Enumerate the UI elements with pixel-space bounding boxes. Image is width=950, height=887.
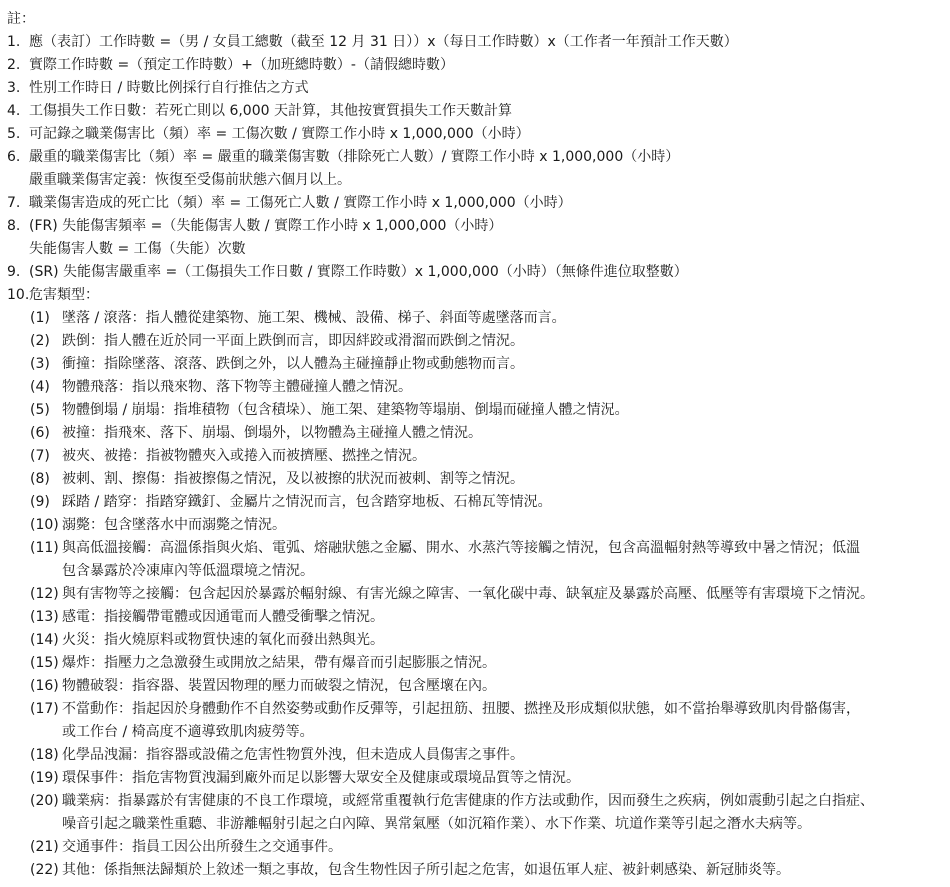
hazard-number: (13) (30, 609, 59, 625)
note-text: 性別工作時日 / 時數比例採行自行推估之方式 (29, 80, 309, 96)
hazard-text: 火災：指火燒原料或物質快速的氧化而發出熱與光。 (62, 632, 384, 648)
note-number: 7. (7, 195, 21, 211)
hazard-text: 爆炸：指壓力之急激發生或開放之結果，帶有爆音而引起膨脹之情況。 (62, 655, 496, 671)
note-text: 危害類型： (29, 287, 99, 303)
hazard-text: 環保事件：指危害物質洩漏到廠外而足以影響大眾安全及健康或環境品質等之情況。 (62, 770, 580, 786)
hazard-text-continuation: 包含暴露於冷凍庫內等低溫環境之情況。 (62, 563, 314, 579)
hazard-number: (7) (30, 448, 50, 464)
note-text: 工傷損失工作日數：若死亡則以 6,000 天計算，其他按實質損失工作天數計算 (29, 103, 512, 119)
hazard-number: (3) (30, 356, 50, 372)
note-number: 3. (7, 80, 21, 96)
hazard-text: 感電：指接觸帶電體或因通電而人體受衝擊之情況。 (62, 609, 384, 625)
hazard-number: (21) (30, 839, 59, 855)
note-text-continuation: 嚴重職業傷害定義：恢復至受傷前狀態六個月以上。 (29, 172, 351, 188)
hazard-number: (15) (30, 655, 59, 671)
hazard-number: (22) (30, 862, 59, 878)
hazard-text: 其他：係指無法歸類於上敘述一類之事故，包含生物性因子所引起之危害，如退伍軍人症、被針刺感染、新冠肺炎等。 (62, 862, 790, 878)
note-number: 5. (7, 126, 21, 142)
hazard-number: (8) (30, 471, 50, 487)
hazard-number: (5) (30, 402, 50, 418)
hazard-number: (9) (30, 494, 50, 510)
note-text: 職業傷害造成的死亡比（頻）率 = 工傷死亡人數 / 實際工作小時 x 1,000,000（小時） (29, 195, 572, 211)
hazard-number: (20) (30, 793, 59, 809)
hazard-text: 與有害物等之接觸：包含起因於暴露於輻射線、有害光線之障害、一氧化碳中毒、缺氧症及暴露於高壓、低壓等有害環境下之情況。 (62, 586, 874, 602)
hazard-text: 職業病：指暴露於有害健康的不良工作環境，或經常重覆執行危害健康的作方法或動作，因而發生之疾病，例如震動引起之白指症、 (62, 793, 874, 809)
note-number: 10. (7, 287, 30, 303)
notes-heading: 註： (7, 11, 35, 27)
hazard-number: (11) (30, 540, 59, 556)
hazard-text: 衝撞：指除墜落、滾落、跌倒之外，以人體為主碰撞靜止物或動態物而言。 (62, 356, 524, 372)
note-text: (SR) 失能傷害嚴重率 =（工傷損失工作日數 / 實際工作時數）x 1,000,000（小時）（無條件進位取整數） (29, 264, 688, 280)
hazard-text: 被撞：指飛來、落下、崩塌、倒塌外，以物體為主碰撞人體之情況。 (62, 425, 482, 441)
hazard-text: 物體倒塌 / 崩塌：指堆積物（包含積垛）、施工架、建築物等塌崩、倒塌而碰撞人體之情況。 (62, 402, 629, 418)
note-text: 應（表訂）工作時數 =（男 / 女員工總數（截至 12 月 31 日））x（每日工作時數）x（工作者一年預計工作天數） (29, 34, 738, 50)
hazard-text-continuation: 或工作台 / 椅高度不適導致肌肉疲勞等。 (62, 724, 314, 740)
note-text-continuation: 失能傷害人數 = 工傷（失能）次數 (29, 241, 246, 257)
hazard-number: (6) (30, 425, 50, 441)
note-text: 嚴重的職業傷害比（頻）率 = 嚴重的職業傷害數（排除死亡人數）/ 實際工作小時 x 1,000,000（小時） (29, 149, 680, 165)
hazard-number: (18) (30, 747, 59, 763)
hazard-text: 跌倒：指人體在近於同一平面上跌倒而言，即因絆跤或滑溜而跌倒之情況。 (62, 333, 524, 349)
hazard-number: (17) (30, 701, 59, 717)
hazard-number: (2) (30, 333, 50, 349)
hazard-number: (1) (30, 310, 50, 326)
hazard-number: (14) (30, 632, 59, 648)
hazard-text: 墜落 / 滾落：指人體從建築物、施工架、機械、設備、梯子、斜面等處墜落而言。 (62, 310, 566, 326)
hazard-text: 被夾、被捲：指被物體夾入或捲入而被擠壓、撚挫之情況。 (62, 448, 426, 464)
hazard-text: 交通事件：指員工因公出所發生之交通事件。 (62, 839, 342, 855)
note-number: 4. (7, 103, 21, 119)
note-text: 可記錄之職業傷害比（頻）率 = 工傷次數 / 實際工作小時 x 1,000,000（小時） (29, 126, 530, 142)
hazard-text: 溺斃：包含墜落水中而溺斃之情況。 (62, 517, 286, 533)
note-number: 1. (7, 34, 21, 50)
hazard-text: 物體破裂：指容器、裝置因物理的壓力而破裂之情況，包含壓壞在內。 (62, 678, 496, 694)
hazard-text: 踩踏 / 踏穿：指踏穿鐵釘、金屬片之情況而言，包含踏穿地板、石棉瓦等情況。 (62, 494, 552, 510)
hazard-text: 被刺、割、擦傷：指被擦傷之情況，及以被擦的狀況而被刺、割等之情況。 (62, 471, 524, 487)
note-text: (FR) 失能傷害頻率 =（失能傷害人數 / 實際工作小時 x 1,000,000（小時） (29, 218, 503, 234)
note-text: 實際工作時數 =（預定工作時數）+（加班總時數）-（請假總時數） (29, 57, 454, 73)
hazard-text: 與高低溫接觸：高溫係指與火焰、電弧、熔融狀態之金屬、開水、水蒸汽等接觸之情況，包含高溫輻射熱等導致中暑之情況；低溫 (62, 540, 860, 556)
hazard-text: 物體飛落：指以飛來物、落下物等主體碰撞人體之情況。 (62, 379, 412, 395)
hazard-text: 化學品洩漏：指容器或設備之危害性物質外洩，但未造成人員傷害之事件。 (62, 747, 524, 763)
hazard-text: 不當動作：指起因於身體動作不自然姿勢或動作反彈等，引起扭筋、扭腰、撚挫及形成類似狀態，如不當抬舉導致肌肉骨骼傷害， (62, 701, 860, 717)
hazard-number: (16) (30, 678, 59, 694)
hazard-number: (12) (30, 586, 59, 602)
hazard-number: (4) (30, 379, 50, 395)
hazard-text-continuation: 噪音引起之職業性重聽、非游離輻射引起之白內障、異常氣壓（如沉箱作業）、水下作業、坑道作業等引起之潛水夫病等。 (62, 816, 811, 832)
note-number: 8. (7, 218, 21, 234)
hazard-number: (10) (30, 517, 59, 533)
hazard-number: (19) (30, 770, 59, 786)
note-number: 6. (7, 149, 21, 165)
note-number: 9. (7, 264, 21, 280)
note-number: 2. (7, 57, 21, 73)
